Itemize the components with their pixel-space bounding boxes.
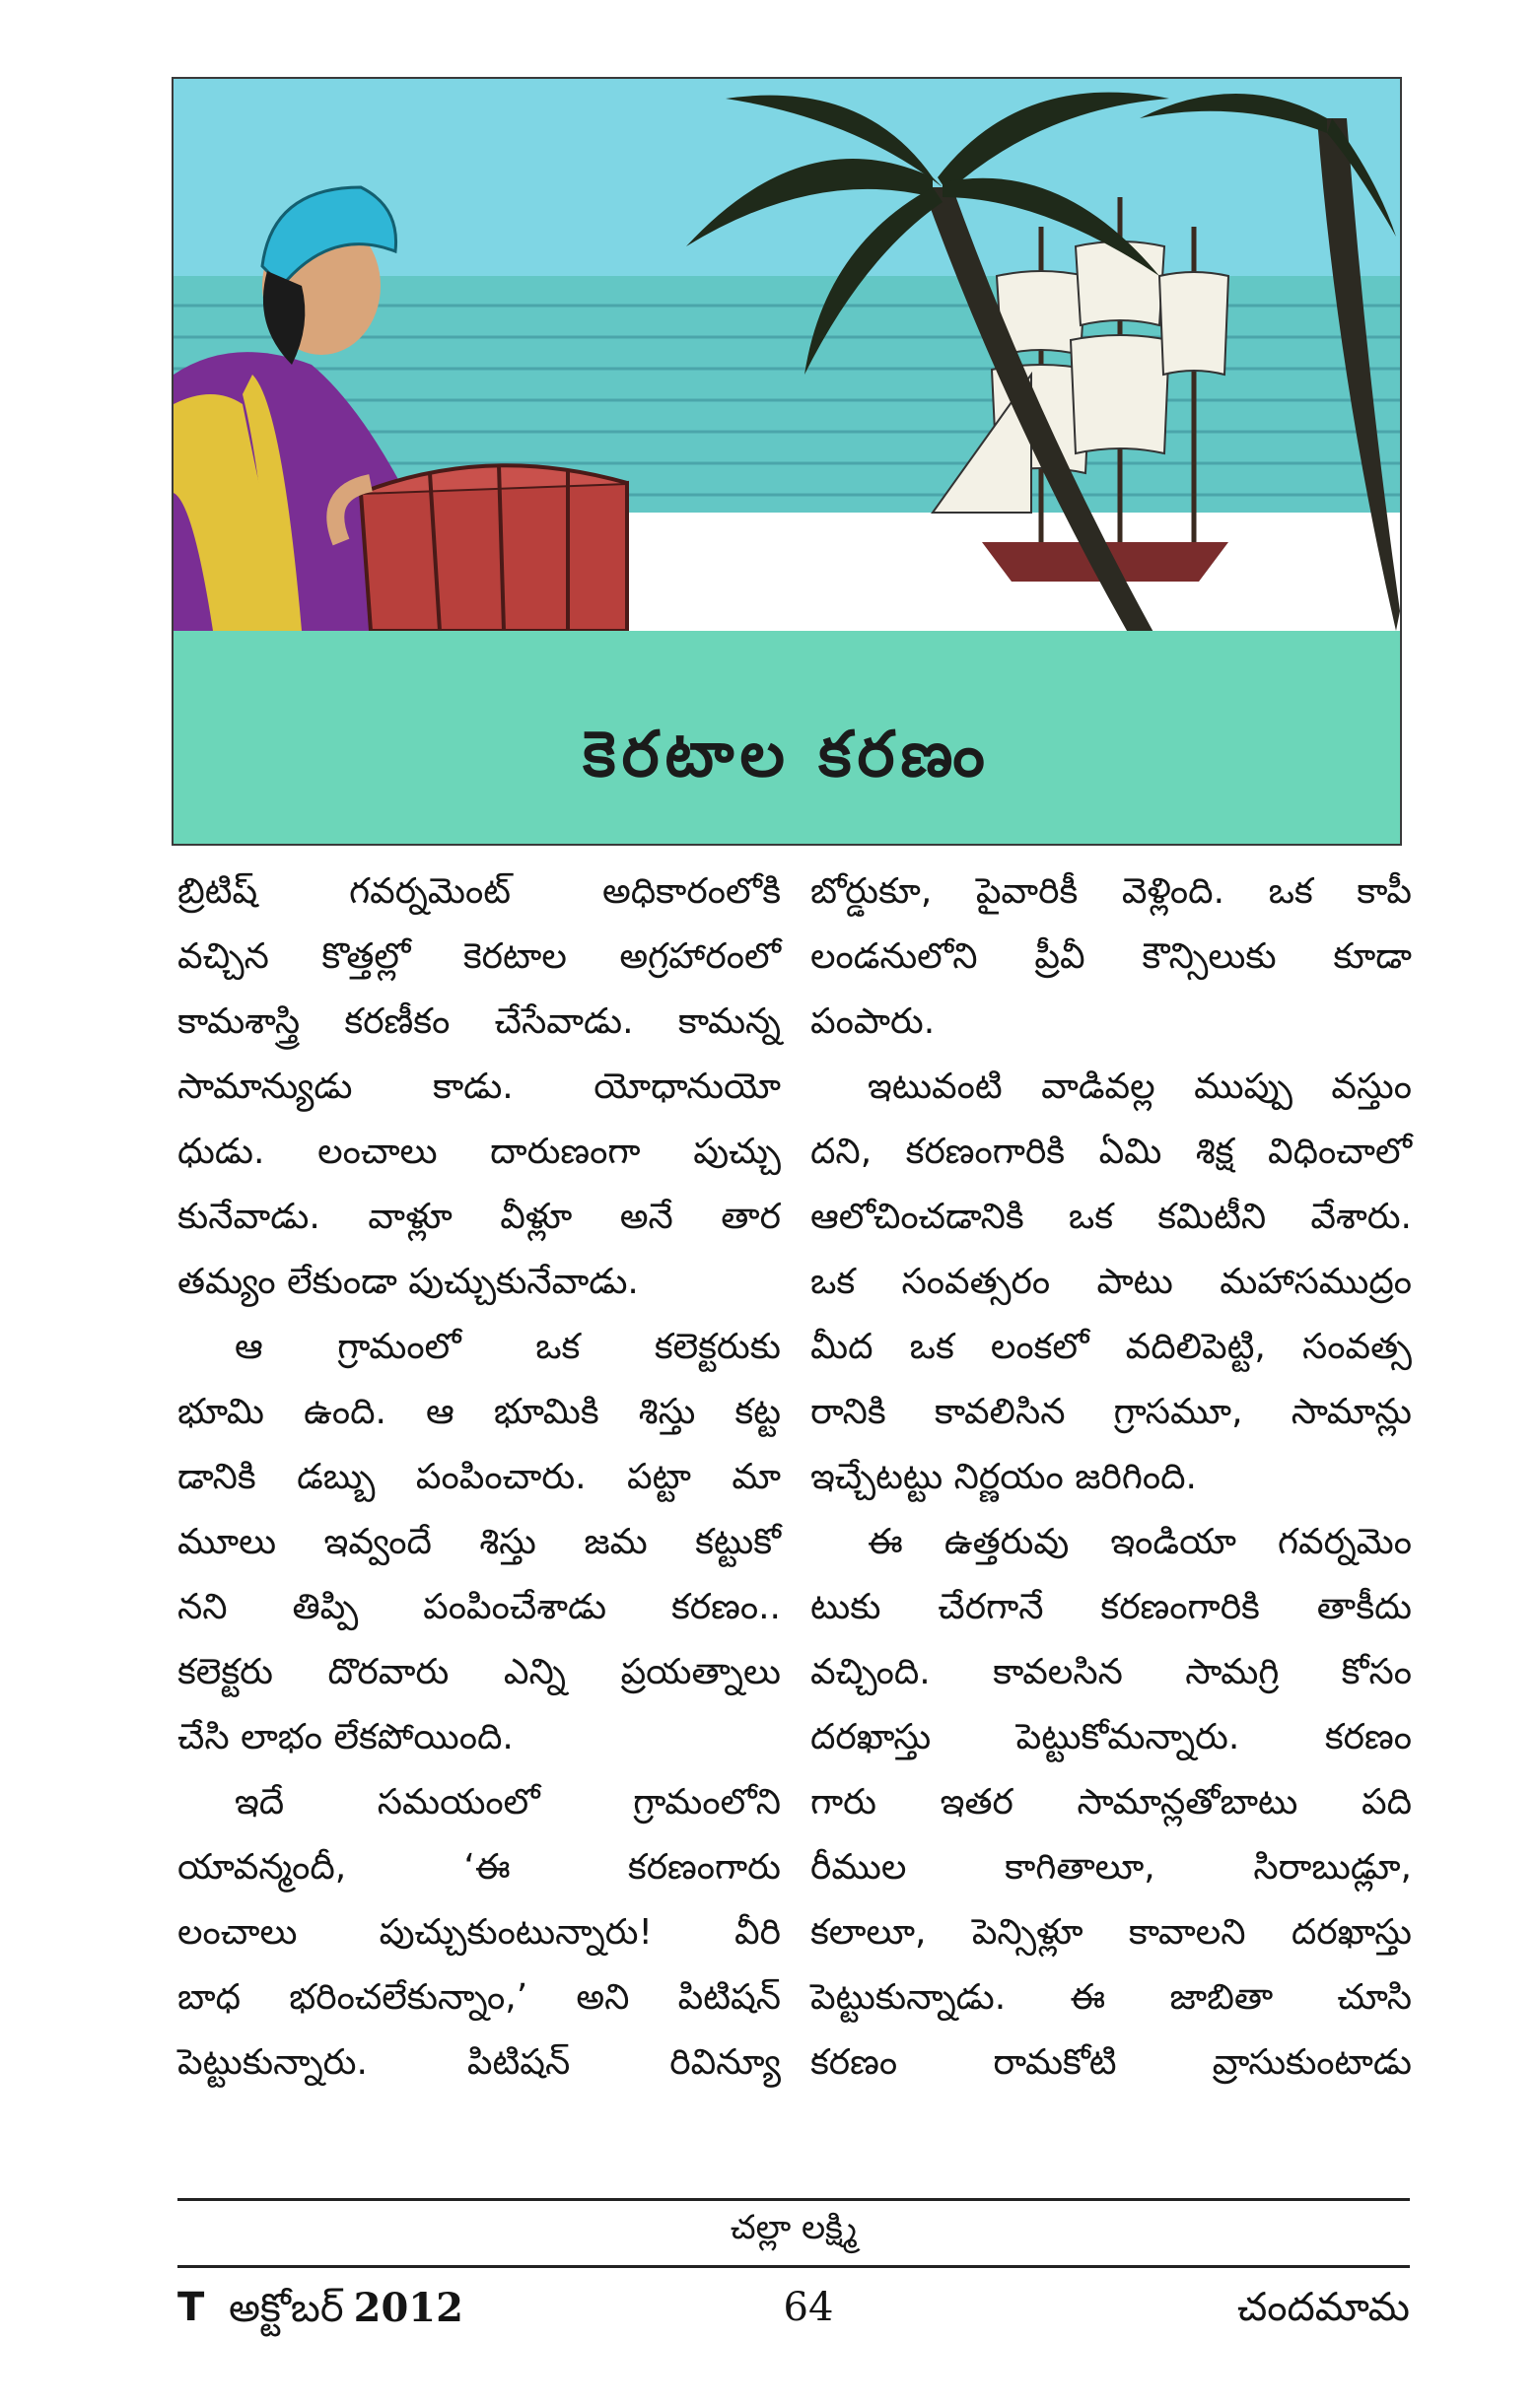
wooden-chest bbox=[335, 465, 627, 631]
text-line: బోర్డుకూ, పైవారికీ వెళ్లింది. ఒక కాపీ bbox=[810, 871, 1412, 912]
text-line: ఒక సంవత్సరం పాటు మహాసముద్రం bbox=[810, 1262, 1412, 1302]
text-line: గారు ఇతర సామాన్లతోబాటు పది bbox=[810, 1782, 1412, 1823]
text-line: దని, కరణంగారికి ఏమి శిక్ష విధించాలో bbox=[810, 1132, 1412, 1172]
text-line: ఈ ఉత్తరువు ఇండియా గవర్నమెం bbox=[868, 1522, 1412, 1562]
text-line: సామాన్యుడు కాడు. యోధానుయో bbox=[177, 1066, 781, 1107]
text-line: నని తిప్పి పంపించేశాడు కరణం.. bbox=[177, 1587, 781, 1627]
footer-mark: T bbox=[177, 2285, 205, 2330]
text-line: ఆ గ్రామంలో ఒక కలెక్టరుకు bbox=[235, 1327, 781, 1367]
footer-year: 2012 bbox=[353, 2285, 463, 2331]
text-line: డానికి డబ్బు పంపించారు. పట్టా మా bbox=[177, 1457, 781, 1497]
text-line: మీద ఒక లంకలో వదిలిపెట్టి, సంవత్స bbox=[810, 1327, 1412, 1367]
text-line: ఇచ్చేటట్టు నిర్ణయం జరిగింది. bbox=[810, 1457, 1197, 1497]
text-line: లండనులోని ప్రీవీ కౌన్సిలుకు కూడా bbox=[810, 936, 1412, 977]
divider-top bbox=[177, 2198, 1410, 2201]
text-line: లంచాలు పుచ్చుకుంటున్నారు! వీరి bbox=[177, 1912, 781, 1953]
text-line: మూలు ఇవ్వందే శిస్తు జమ కట్టుకో bbox=[177, 1522, 781, 1562]
author-name: చల్లా లక్ష్మి bbox=[730, 2208, 858, 2247]
text-line: దరఖాస్తు పెట్టుకోమన్నారు. కరణం bbox=[810, 1717, 1412, 1757]
divider-bottom bbox=[177, 2265, 1410, 2268]
story-title: కెరటాల కరణం bbox=[583, 718, 991, 791]
text-line: భూమి ఉంది. ఆ భూమికి శిస్తు కట్ట bbox=[177, 1392, 781, 1432]
right-column bbox=[810, 860, 1412, 2096]
text-line: రీముల కాగితాలూ, సిరాబుడ్లూ, bbox=[810, 1847, 1412, 1888]
text-line: టుకు చేరగానే కరణంగారికి తాకీదు bbox=[810, 1587, 1412, 1627]
magazine-name: చందమామ bbox=[1236, 2285, 1410, 2330]
text-line: వచ్చింది. కావలసిన సామగ్రి కోసం bbox=[810, 1652, 1412, 1692]
text-line: కామశాస్త్రి కరణీకం చేసేవాడు. కామన్న bbox=[177, 1001, 781, 1042]
story-illustration bbox=[172, 77, 1402, 846]
text-line: కలాలూ, పెన్సిళ్లూ కావాలని దరఖాస్తు bbox=[810, 1912, 1412, 1953]
text-line: రానికి కావలిసిన గ్రాసమూ, సామాన్లు bbox=[810, 1392, 1412, 1432]
text-line: ఇదే సమయంలో గ్రామంలోని bbox=[235, 1782, 781, 1823]
text-line: కునేవాడు. వాళ్లూ వీళ్లూ అనే తార bbox=[177, 1197, 781, 1237]
text-line: తమ్యం లేకుండా పుచ్చుకునేవాడు. bbox=[177, 1262, 639, 1302]
text-line: కలెక్టరు దొరవారు ఎన్ని ప్రయత్నాలు bbox=[177, 1652, 781, 1692]
text-line: బాధ భరించలేకున్నాం,’ అని పిటిషన్ bbox=[177, 1977, 781, 2018]
text-line: బ్రిటిష్ గవర్నమెంట్ అధికారంలోకి bbox=[177, 871, 781, 912]
text-line: వచ్చిన కొత్తల్లో కెరటాల అగ్రహారంలో bbox=[177, 936, 781, 977]
left-column bbox=[177, 860, 781, 2096]
text-line: ఇటువంటి వాడివల్ల ముప్పు వస్తుం bbox=[868, 1066, 1412, 1107]
text-line: యావన్మందీ, ‘ఈ కరణంగారు bbox=[177, 1847, 781, 1888]
text-line: పంపారు. bbox=[810, 1001, 936, 1042]
footer-month: అక్టోబర్ bbox=[229, 2286, 344, 2331]
footer-issue bbox=[229, 2285, 463, 2341]
text-line: ఆలోచించడానికి ఒక కమిటీని వేశారు. bbox=[810, 1197, 1412, 1237]
story-title-band bbox=[174, 678, 1400, 846]
text-line: ధుడు. లంచాలు దారుణంగా పుచ్చు bbox=[177, 1132, 781, 1172]
text-line: కరణం రామకోటి వ్రాసుకుంటాడు bbox=[810, 2042, 1412, 2083]
text-line: పెట్టుకున్నారు. పిటిషన్ రివిన్యూ bbox=[177, 2042, 781, 2083]
text-line: చేసి లాభం లేకపోయింది. bbox=[177, 1717, 514, 1757]
text-line: పెట్టుకున్నాడు. ఈ జాబితా చూసి bbox=[810, 1977, 1412, 2018]
page-footer bbox=[177, 2285, 1410, 2344]
page-number: 64 bbox=[783, 2285, 834, 2330]
